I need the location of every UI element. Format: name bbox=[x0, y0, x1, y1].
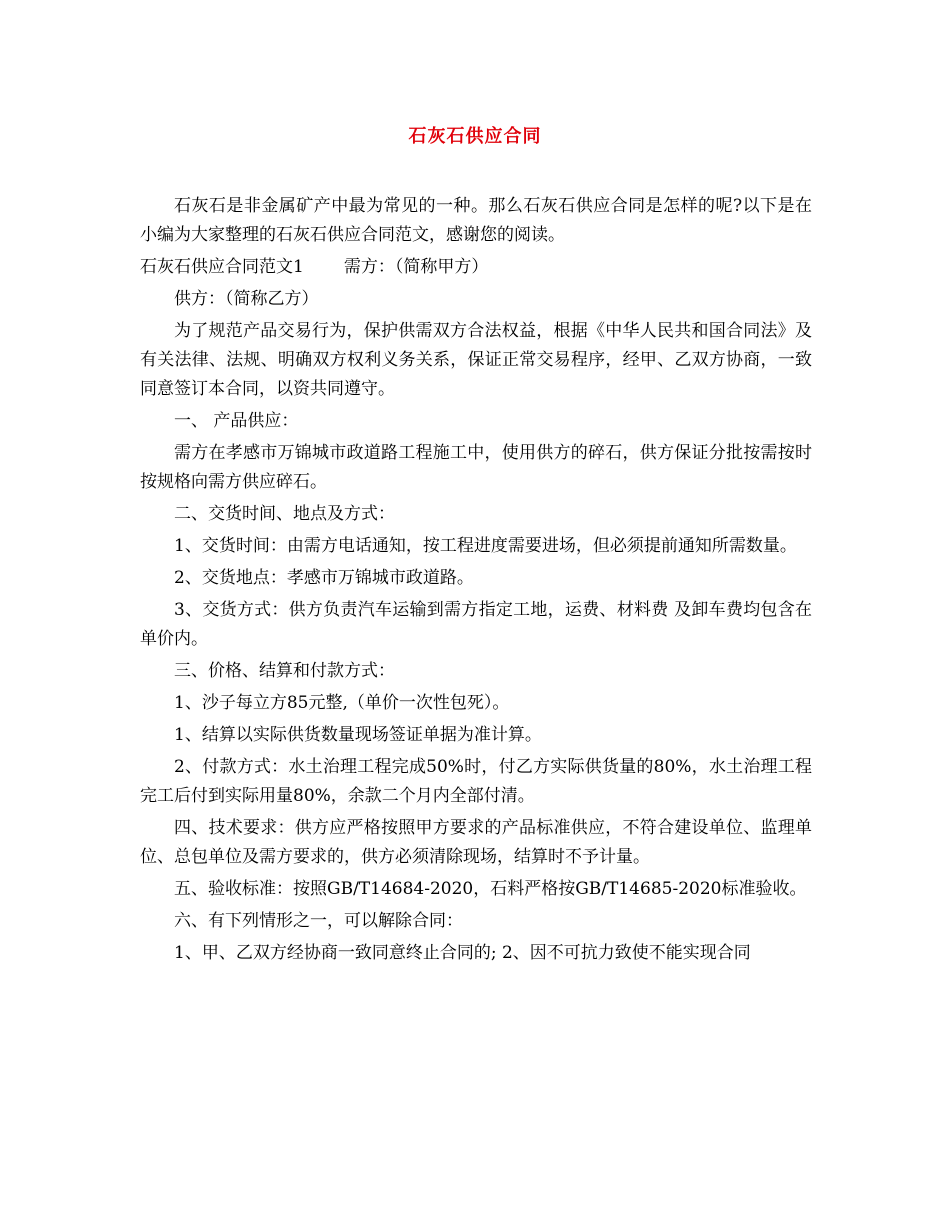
section-1-text: 需方在孝感市万锦城市政道路工程施工中，使用供方的碎石，供方保证分批按需按时按规格向需方供应碎石。 bbox=[140, 443, 812, 492]
buyer-line: 需方：（简称甲方） bbox=[343, 257, 489, 277]
price-item: 1、沙子每立方85元整,（单价一次性包死）。 bbox=[174, 693, 510, 713]
supplier-line: 供方：（简称乙方） bbox=[174, 289, 319, 309]
section-2-heading: 二、交货时间、地点及方式： bbox=[174, 504, 395, 524]
document-title: 石灰石供应合同 bbox=[408, 126, 542, 147]
delivery-place: 2、交货地点：孝感市万锦城市政道路。 bbox=[174, 568, 474, 588]
intro-paragraph: 石灰石是非金属矿产中最为常见的一种。那么石灰石供应合同是怎样的呢?以下是在小编为大家整理的石灰石供应合同范文，感谢您的阅读。 bbox=[140, 196, 812, 245]
sample-heading: 石灰石供应合同范文1 bbox=[140, 257, 304, 277]
section-6-heading: 六、有下列情形之一，可以解除合同： bbox=[174, 911, 463, 931]
section-1-heading: 一、 产品供应： bbox=[174, 411, 299, 431]
delivery-time: 1、交货时间：由需方电话通知，按工程进度需要进场，但必须提前通知所需数量。 bbox=[174, 536, 797, 556]
termination-items: 1、甲、乙双方经协商一致同意终止合同的; 2、因不可抗力致使不能实现合同 bbox=[174, 943, 751, 963]
payment-item: 2、付款方式：水土治理工程完成50%时，付乙方实际供货量的80%，水土治理工程完工后付到实际用量80%，余款二个月内全部付清。 bbox=[140, 757, 812, 806]
settlement-item: 1、结算以实际供货数量现场签证单据为准计算。 bbox=[174, 725, 542, 745]
heading-line bbox=[140, 253, 812, 282]
section-3-heading: 三、价格、结算和付款方式： bbox=[174, 661, 395, 681]
preamble-paragraph: 为了规范产品交易行为，保护供需双方合法权益，根据《中华人民共和国合同法》及有关法律、法规、明确双方权利义务关系，保证正常交易程序，经甲、乙双方协商，一致同意签订本合同，以资共同遵守。 bbox=[140, 321, 812, 399]
section-5-text: 五、验收标准：按照GB/T14684-2020，石料严格按GB/T14685-2020标准验收。 bbox=[174, 879, 807, 899]
document-body bbox=[140, 192, 812, 971]
delivery-method: 3、交货方式：供方负责汽车运输到需方指定工地，运费、材料费 及卸车费均包含在单价内。 bbox=[140, 600, 812, 649]
section-4-text: 四、技术要求：供方应严格按照甲方要求的产品标准供应，不符合建设单位、监理单位、总包单位及需方要求的，供方必须清除现场，结算时不予计量。 bbox=[140, 818, 812, 867]
